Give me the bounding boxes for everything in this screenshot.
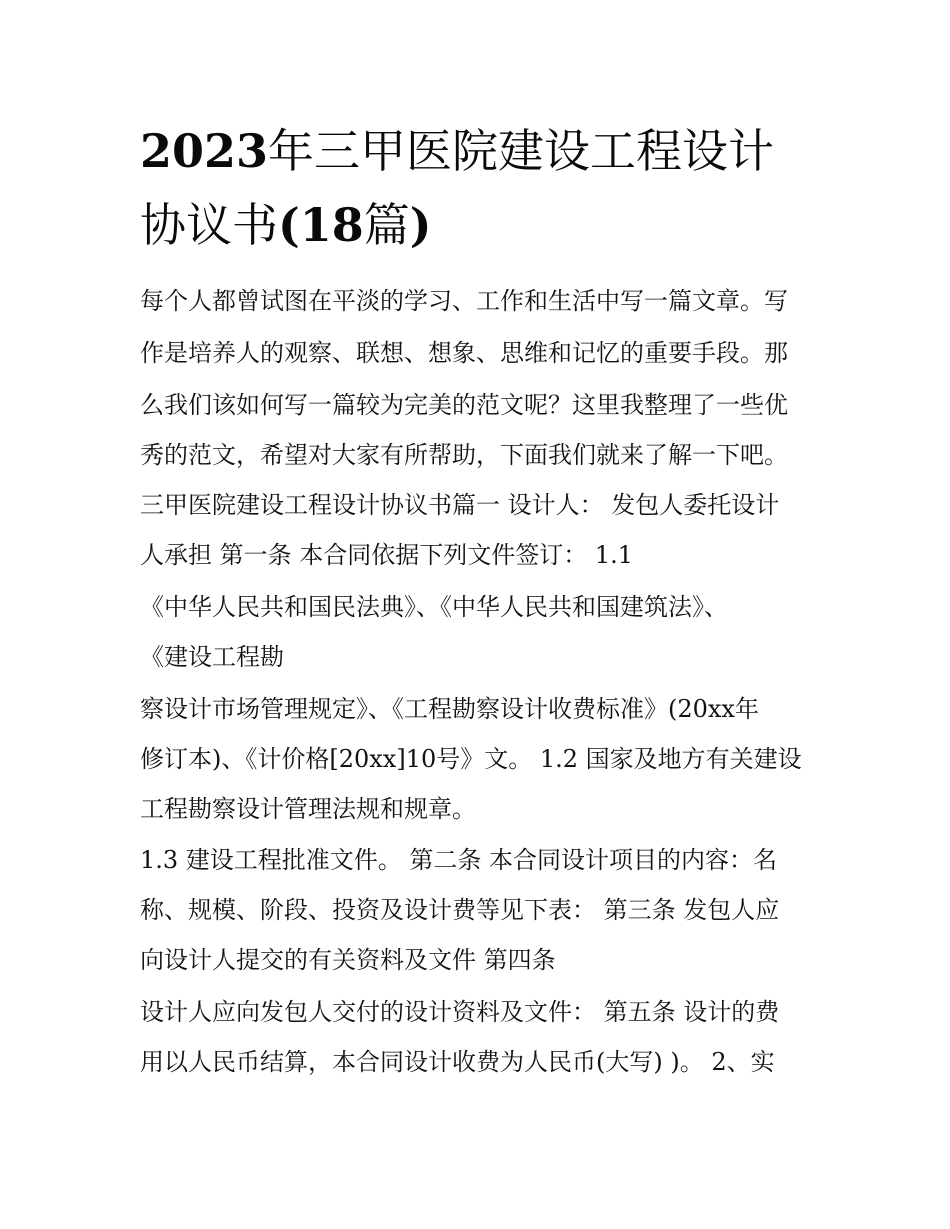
body-line: 称、规模、阶段、投资及设计费等见下表： 第三条 发包人应 xyxy=(140,896,780,924)
body-line: 作是培养人的观察、联想、想象、思维和记忆的重要手段。那 xyxy=(140,339,788,367)
body-line: 人承担 第一条 本合同依据下列文件签订： 1.1 xyxy=(140,541,634,569)
body-line: 每个人都曾试图在平淡的学习、工作和生活中写一篇文章。写 xyxy=(140,287,788,315)
body-line: 向设计人提交的有关资料及文件 第四条 xyxy=(140,946,556,974)
document-title-line-1: 2023年三甲医院建设工程设计 xyxy=(140,124,775,178)
body-line: 工程勘察设计管理法规和规章。 xyxy=(140,795,476,823)
body-line: 秀的范文，希望对大家有所帮助，下面我们就来了解一下吧。 xyxy=(140,441,788,469)
body-line: 修订本)、《计价格[20xx]10号》文。 1.2 国家及地方有关建设 xyxy=(140,745,802,773)
body-line: 《中华人民共和国民法典》、《中华人民共和国建筑法》、 xyxy=(140,593,728,621)
body-line: 么我们该如何写一篇较为完美的范文呢？这里我整理了一些优 xyxy=(140,391,788,419)
body-line: 用以人民币结算，本合同设计收费为人民币(大写) )。 2、实 xyxy=(140,1048,775,1076)
body-line: 《建设工程勘 xyxy=(140,643,284,671)
body-line: 设计人应向发包人交付的设计资料及文件： 第五条 设计的费 xyxy=(140,998,780,1026)
body-line: 察设计市场管理规定》、《工程勘察设计收费标准》(20xx年 xyxy=(140,695,759,723)
body-line: 1.3 建设工程批准文件。 第二条 本合同设计项目的内容：名 xyxy=(140,846,778,874)
body-line: 三甲医院建设工程设计协议书篇一 设计人： 发包人委托设计 xyxy=(140,491,780,519)
document-title-line-2: 协议书(18篇) xyxy=(140,198,432,252)
